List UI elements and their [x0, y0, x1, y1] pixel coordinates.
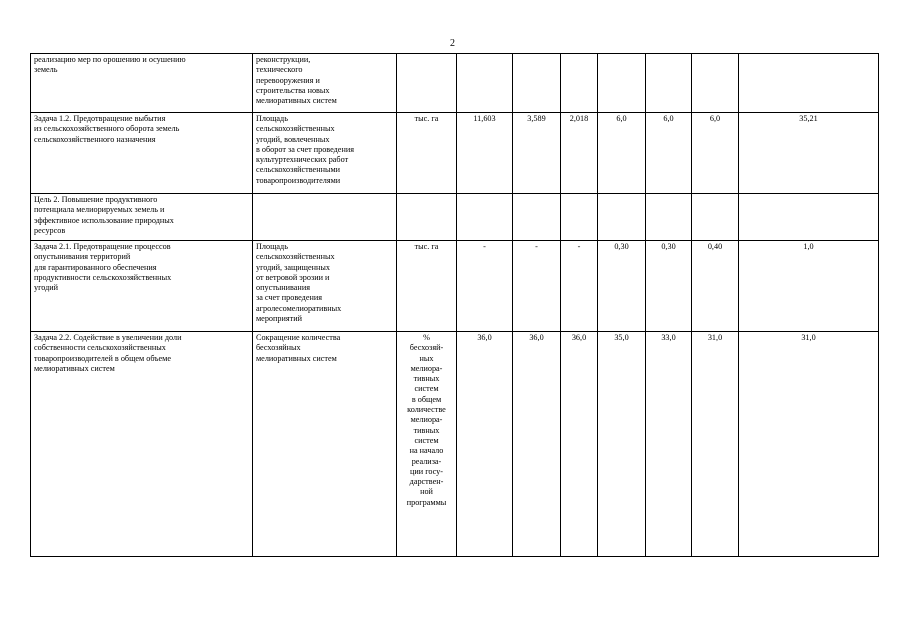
indicator-cell: реконструкции, технического перевооружения и строительства новых мелиоративных систем: [253, 54, 397, 113]
value-cell: 35,0: [598, 332, 646, 557]
value-cell: 3,589: [513, 113, 561, 194]
value-cell: [561, 194, 598, 241]
page-number: 2: [450, 38, 455, 49]
indicators-table: [30, 53, 879, 557]
goal-task-cell: Задача 1.2. Предотвращение выбытия из сельскохозяйственного оборота земель сельскохозяйственного назначения: [31, 113, 253, 194]
unit-cell: тыс. га: [397, 241, 457, 332]
unit-cell: % бесхозяй- ных мелиора- тивных систем в общем количестве мелиора- тивных систем на начало реализа- ции госу- дарствен- ной программы: [397, 332, 457, 557]
value-cell: [457, 54, 513, 113]
value-cell: [598, 194, 646, 241]
value-cell: 36,0: [561, 332, 598, 557]
value-cell: 2,018: [561, 113, 598, 194]
table-row: [31, 54, 879, 113]
value-cell: 0,40: [692, 241, 739, 332]
indicator-cell: [253, 194, 397, 241]
value-cell: 6,0: [598, 113, 646, 194]
total-value-cell: [739, 54, 879, 113]
unit-cell: [397, 194, 457, 241]
value-cell: 36,0: [513, 332, 561, 557]
value-cell: 33,0: [646, 332, 692, 557]
table-row: [31, 113, 879, 194]
value-cell: [513, 194, 561, 241]
value-cell: 0,30: [598, 241, 646, 332]
value-cell: [561, 54, 598, 113]
goal-task-cell: реализацию мер по орошению и осушению земель: [31, 54, 253, 113]
table-row: [31, 241, 879, 332]
value-cell: -: [513, 241, 561, 332]
value-cell: 0,30: [646, 241, 692, 332]
total-value-cell: 1,0: [739, 241, 879, 332]
unit-cell: [397, 54, 457, 113]
unit-cell: тыс. га: [397, 113, 457, 194]
value-cell: [646, 194, 692, 241]
value-cell: [457, 194, 513, 241]
indicator-cell: Сокращение количества бесхозяйных мелиоративных систем: [253, 332, 397, 557]
value-cell: [513, 54, 561, 113]
value-cell: 31,0: [692, 332, 739, 557]
value-cell: [692, 194, 739, 241]
total-value-cell: 35,21: [739, 113, 879, 194]
value-cell: [692, 54, 739, 113]
value-cell: 36,0: [457, 332, 513, 557]
indicator-cell: Площадь сельскохозяйственных угодий, защищенных от ветровой эрозии и опустынивания за счет проведения агролесомелиоративных мероприятий: [253, 241, 397, 332]
table-row: [31, 332, 879, 557]
goal-task-cell: Цель 2. Повышение продуктивного потенциала мелиорируемых земель и эффективное использование природных ресурсов: [31, 194, 253, 241]
value-cell: 6,0: [692, 113, 739, 194]
value-cell: 6,0: [646, 113, 692, 194]
value-cell: [598, 54, 646, 113]
value-cell: -: [561, 241, 598, 332]
value-cell: [646, 54, 692, 113]
indicator-cell: Площадь сельскохозяйственных угодий, вовлеченных в оборот за счет проведения культуртехнических работ сельскохозяйственными товаропроизводителями: [253, 113, 397, 194]
table-row: [31, 194, 879, 241]
total-value-cell: 31,0: [739, 332, 879, 557]
goal-task-cell: Задача 2.1. Предотвращение процессов опустынивания территорий для гарантированного обеспечения продуктивности сельскохозяйственных угодий: [31, 241, 253, 332]
value-cell: -: [457, 241, 513, 332]
total-value-cell: [739, 194, 879, 241]
value-cell: 11,603: [457, 113, 513, 194]
goal-task-cell: Задача 2.2. Содействие в увеличении доли собственности сельскохозяйственных товаропроизводителей в общем объеме мелиоративных систем: [31, 332, 253, 557]
